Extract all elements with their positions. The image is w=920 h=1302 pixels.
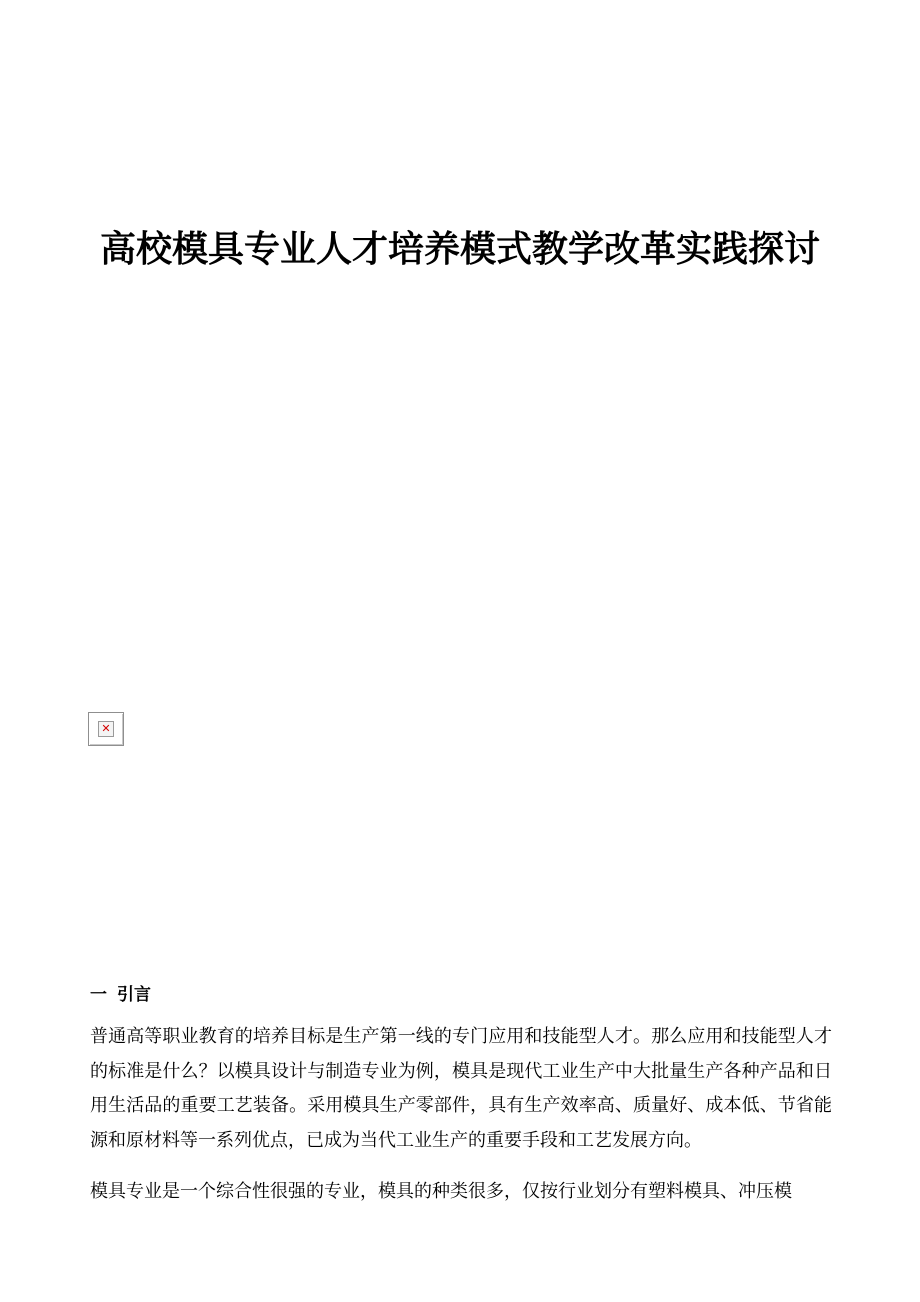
paragraph-1: 普通高等职业教育的培养目标是生产第一线的专门应用和技能型人才。那么应用和技能型人才的标准是什么？以模具设计与制造专业为例，模具是现代工业生产中大批量生产各种产品和日用生活品的重要工艺装备。采用模具生产零部件，具有生产效率高、质量好、成本低、节省能源和原材料等一系列优点，已成为当代工业生产的重要手段和工艺发展方向。 xyxy=(90,1026,832,1151)
document-title: 高校模具专业人才培养模式教学改革实践探讨 xyxy=(99,229,820,270)
red-x-icon: ✕ xyxy=(101,722,111,735)
section-number: 一 xyxy=(90,985,107,1005)
broken-image-frame xyxy=(98,721,114,737)
paragraph-2: 模具专业是一个综合性很强的专业，模具的种类很多，仅按行业划分有塑料模具、冲压模 xyxy=(90,1181,792,1202)
section-title: 引言 xyxy=(117,985,151,1005)
broken-image-icon xyxy=(88,712,124,746)
section-heading xyxy=(90,981,151,1009)
